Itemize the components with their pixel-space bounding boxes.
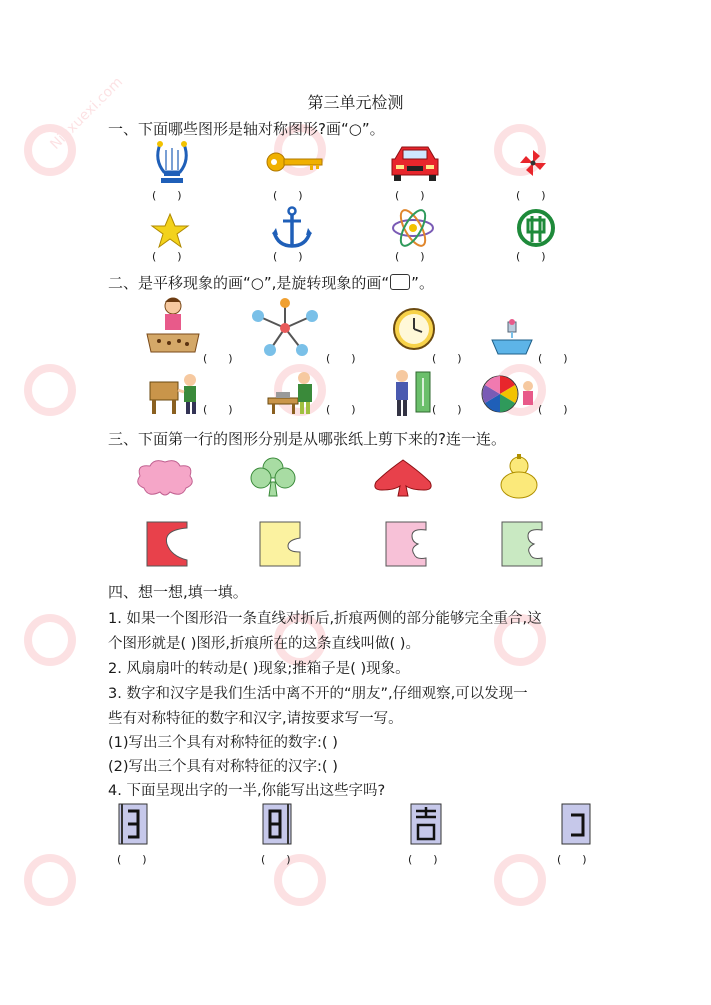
answer-paren[interactable]: ( ) bbox=[117, 853, 147, 866]
bank-logo-icon bbox=[516, 208, 556, 248]
q4-line: 个图形就是( )图形,折痕所在的这条直线叫做( )。 bbox=[108, 636, 420, 652]
anchor-icon bbox=[270, 206, 314, 250]
answer-paren[interactable]: ( ) bbox=[152, 189, 182, 202]
answer-paren[interactable]: ( ) bbox=[395, 189, 425, 202]
watermark bbox=[20, 74, 127, 204]
rotation-symbol-icon bbox=[390, 274, 410, 290]
q2-heading bbox=[108, 272, 434, 293]
q4-line: 4. 下面呈现出字的一半,你能写出这些字吗? bbox=[108, 783, 386, 799]
folded-paper-red-icon bbox=[145, 520, 191, 568]
answer-paren[interactable]: ( ) bbox=[203, 352, 233, 365]
carousel-icon bbox=[250, 298, 320, 358]
cloud-shape-icon bbox=[134, 458, 196, 498]
answer-paren[interactable]: ( ) bbox=[203, 403, 233, 416]
answer-paren[interactable]: ( ) bbox=[326, 403, 356, 416]
answer-paren[interactable]: ( ) bbox=[273, 250, 303, 263]
answer-paren[interactable]: ( ) bbox=[152, 250, 182, 263]
page-title: 第三单元检测 bbox=[307, 93, 404, 112]
planing-icon bbox=[266, 372, 322, 416]
clover-shape-icon bbox=[247, 456, 299, 498]
elevator-icon bbox=[392, 368, 434, 418]
answer-paren[interactable]: ( ) bbox=[326, 352, 356, 365]
answer-paren[interactable]: ( ) bbox=[538, 352, 568, 365]
folded-paper-green-icon bbox=[500, 520, 546, 568]
q4-line: 3. 数字和汉字是我们生活中离不开的“朋友”,仔细观察,可以发现一 bbox=[108, 686, 528, 702]
gourd-shape-icon bbox=[496, 452, 542, 500]
spade-shape-icon bbox=[372, 458, 434, 498]
car-icon bbox=[390, 141, 440, 183]
half-char-icon-2 bbox=[262, 803, 292, 845]
q2-heading-text: 二、是平移现象的画“○”,是旋转现象的画“ bbox=[108, 274, 390, 292]
half-char-icon-3 bbox=[410, 803, 442, 845]
answer-paren[interactable]: ( ) bbox=[261, 853, 291, 866]
answer-paren[interactable]: ( ) bbox=[395, 250, 425, 263]
push-desk-icon bbox=[148, 372, 204, 416]
atom-icon bbox=[391, 206, 435, 250]
folded-paper-yellow-icon bbox=[258, 520, 304, 568]
color-wheel-icon bbox=[480, 374, 540, 416]
watermark bbox=[20, 340, 120, 444]
lyre-icon bbox=[152, 140, 192, 186]
answer-paren[interactable]: ( ) bbox=[516, 250, 546, 263]
q4-line: (1)写出三个具有对称特征的数字:( ) bbox=[108, 735, 338, 751]
half-char-icon-1 bbox=[118, 803, 148, 845]
half-char-icon-4 bbox=[561, 803, 591, 845]
key-icon bbox=[266, 150, 326, 174]
watermark bbox=[20, 830, 120, 934]
clock-icon bbox=[392, 307, 436, 351]
q4-line: (2)写出三个具有对称特征的汉字:( ) bbox=[108, 759, 338, 775]
answer-paren[interactable]: ( ) bbox=[516, 189, 546, 202]
pinwheel-icon bbox=[518, 148, 548, 178]
q4-line: 些有对称特征的数字和汉字,请按要求写一写。 bbox=[108, 711, 403, 727]
watermark bbox=[490, 590, 590, 694]
watermark bbox=[490, 830, 590, 934]
star-icon bbox=[150, 212, 190, 250]
q2-heading-tail: ”。 bbox=[411, 274, 434, 292]
faucet-icon bbox=[488, 318, 536, 358]
q4-line: 1. 如果一个图形沿一条直线对折后,折痕两侧的部分能够完全重合,这 bbox=[108, 611, 542, 627]
q1-heading: 一、下面哪些图形是轴对称图形?画“○”。 bbox=[108, 120, 385, 138]
q4-heading: 四、想一想,填一填。 bbox=[108, 583, 248, 601]
answer-paren[interactable]: ( ) bbox=[557, 853, 587, 866]
answer-paren[interactable]: ( ) bbox=[408, 853, 438, 866]
folded-paper-pink-icon bbox=[384, 520, 430, 568]
answer-paren[interactable]: ( ) bbox=[432, 352, 462, 365]
q3-heading: 三、下面第一行的图形分别是从哪张纸上剪下来的?连一连。 bbox=[108, 430, 506, 448]
watermark bbox=[270, 830, 370, 934]
answer-paren[interactable]: ( ) bbox=[538, 403, 568, 416]
watermark bbox=[20, 590, 120, 694]
answer-paren[interactable]: ( ) bbox=[432, 403, 462, 416]
abacus-child-icon bbox=[143, 296, 203, 358]
q4-line: 2. 风扇扇叶的转动是( )现象;推箱子是( )现象。 bbox=[108, 661, 410, 677]
answer-paren[interactable]: ( ) bbox=[273, 189, 303, 202]
svg-text:Niuxuexi.com: Niuxuexi.com bbox=[47, 74, 127, 153]
